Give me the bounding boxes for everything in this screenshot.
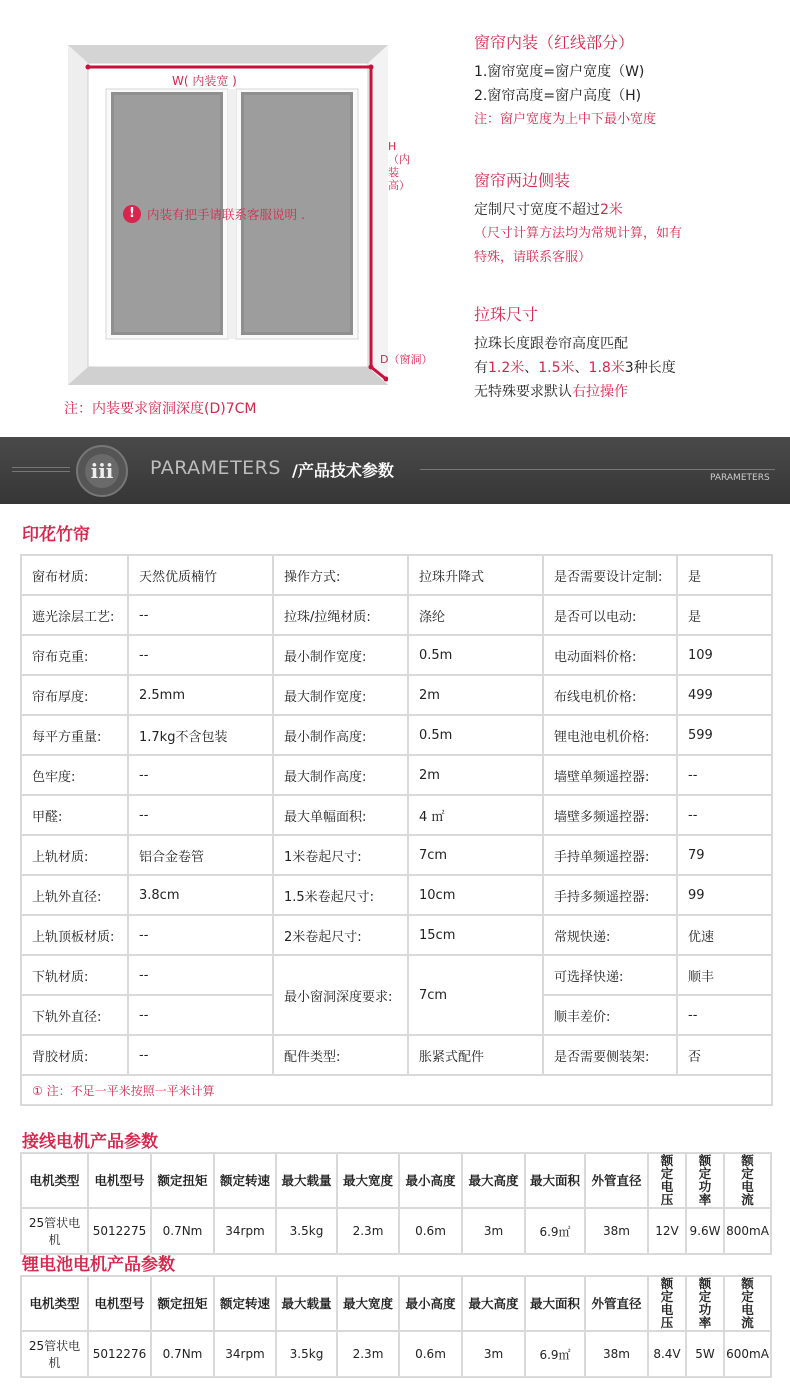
- depth-label: D（窗洞）: [380, 353, 433, 366]
- param-row: [21, 875, 772, 915]
- param-label: 每平方重量:: [21, 715, 128, 755]
- param-label: 锂电池电机价格:: [543, 715, 677, 755]
- param-value: 涤纶: [408, 595, 543, 635]
- motor-value-cell: 0.7Nm: [151, 1331, 214, 1377]
- bead-chain-line-1: 拉珠长度跟卷帘高度匹配: [474, 336, 628, 352]
- motor-header-cell: [648, 1276, 686, 1331]
- param-label: 2米卷起尺寸:: [273, 915, 408, 955]
- motor-value-cell: 600mA: [724, 1331, 771, 1377]
- product-title: 印花竹帘: [22, 525, 90, 545]
- param-value: --: [677, 795, 772, 835]
- banner-small-label: PARAMETERS: [710, 473, 770, 483]
- motor-value-cell: 2.3m: [337, 1331, 399, 1377]
- bead-chain-title: 拉珠尺寸: [474, 305, 539, 324]
- banner-rule-right: [420, 469, 775, 470]
- param-value: 天然优质楠竹: [128, 555, 273, 595]
- bead-chain-block: [474, 304, 774, 404]
- param-value: 拉珠升降式: [408, 555, 543, 595]
- motor-header-cell: 外管直径: [585, 1276, 648, 1331]
- param-value: 599: [677, 715, 772, 755]
- param-note-row: [21, 1075, 772, 1105]
- side-mount-block: [474, 170, 774, 270]
- param-label: 墙壁单频遥控器:: [543, 755, 677, 795]
- banner-rule-left-2: [12, 471, 70, 472]
- param-label: 布线电机价格:: [543, 675, 677, 715]
- param-row: [21, 715, 772, 755]
- param-label: 最小窗洞深度要求:: [273, 955, 408, 1035]
- inside-mount-block: [474, 32, 774, 132]
- motor-value-cell: 0.6m: [399, 1208, 462, 1254]
- motor-header-cell: 电机类型: [21, 1276, 88, 1331]
- motor-header-cell: 额定扭矩: [151, 1153, 214, 1208]
- motor-header-cell: 最小高度: [399, 1276, 462, 1331]
- motor-value-cell: 34rpm: [214, 1331, 276, 1377]
- param-value: --: [128, 595, 273, 635]
- param-value: --: [677, 755, 772, 795]
- product-param-table: [20, 554, 773, 1106]
- motor-header-cell: 电机型号: [88, 1153, 151, 1208]
- inside-mount-note: 注：窗户宽度为上中下最小宽度: [474, 112, 657, 127]
- param-label: 1米卷起尺寸:: [273, 835, 408, 875]
- motor-header-text: 额定电压: [660, 1153, 674, 1207]
- param-label: 1.5米卷起尺寸:: [273, 875, 408, 915]
- motor-header-cell: 最大载量: [276, 1153, 337, 1208]
- motor-value-cell: 5012276: [88, 1331, 151, 1377]
- param-label: 最小制作宽度:: [273, 635, 408, 675]
- param-value: 铝合金卷管: [128, 835, 273, 875]
- side-mount-note-2: 特殊，请联系客服）: [474, 250, 592, 265]
- motor-value-row: [21, 1331, 771, 1377]
- param-label: 甲醛:: [21, 795, 128, 835]
- banner-rule-left: [12, 467, 70, 468]
- param-label: 电动面料价格:: [543, 635, 677, 675]
- param-label: 上轨材质:: [21, 835, 128, 875]
- param-row: [21, 795, 772, 835]
- param-value: 0.5m: [408, 715, 543, 755]
- param-label: 是否需要设计定制:: [543, 555, 677, 595]
- param-value: 3.8cm: [128, 875, 273, 915]
- parameters-icon: iii: [85, 454, 119, 488]
- motor-value-cell: 6.9㎡: [525, 1208, 585, 1254]
- param-label: 色牢度:: [21, 755, 128, 795]
- motor-value-cell: 5012275: [88, 1208, 151, 1254]
- banner-title-en: PARAMETERS: [150, 457, 281, 479]
- param-value: 109: [677, 635, 772, 675]
- param-value: 499: [677, 675, 772, 715]
- motor-value-cell: 3.5kg: [276, 1208, 337, 1254]
- param-value: 胀紧式配件: [408, 1035, 543, 1075]
- param-label: 遮光涂层工艺:: [21, 595, 128, 635]
- motor-value-cell: 800mA: [724, 1208, 771, 1254]
- param-value: 否: [677, 1035, 772, 1075]
- param-label: 墙壁多频遥控器:: [543, 795, 677, 835]
- param-label: 常规快递:: [543, 915, 677, 955]
- param-row: [21, 595, 772, 635]
- motor-header-cell: 额定扭矩: [151, 1276, 214, 1331]
- param-label: 配件类型:: [273, 1035, 408, 1075]
- param-value: 4 ㎡: [408, 795, 543, 835]
- param-row: [21, 755, 772, 795]
- param-value: --: [128, 915, 273, 955]
- depth-requirement-note: 注：内装要求窗洞深度(D)7CM: [64, 401, 257, 417]
- motor-value-cell: 9.6W: [686, 1208, 724, 1254]
- param-value: 15cm: [408, 915, 543, 955]
- param-value: 79: [677, 835, 772, 875]
- install-guide-section: [0, 0, 790, 437]
- param-label: 窗布材质:: [21, 555, 128, 595]
- motor-value-cell: 12V: [648, 1208, 686, 1254]
- side-mount-width: 定制尺寸宽度不超过2米: [474, 202, 623, 218]
- handle-warning: [123, 204, 305, 224]
- param-value: 10cm: [408, 875, 543, 915]
- motor-header-cell: 最大面积: [525, 1153, 585, 1208]
- param-value: --: [128, 955, 273, 995]
- motor-header-cell: [686, 1276, 724, 1331]
- motor-header-cell: 最大面积: [525, 1276, 585, 1331]
- param-row: [21, 555, 772, 595]
- param-label: 手持单频遥控器:: [543, 835, 677, 875]
- param-value: 7cm: [408, 835, 543, 875]
- motor-header-cell: 最大宽度: [337, 1153, 399, 1208]
- side-mount-note-1: （尺寸计算方法均为常规计算，如有: [474, 226, 683, 241]
- motor-header-cell: [724, 1276, 771, 1331]
- side-mount-title: 窗帘两边侧装: [474, 171, 571, 190]
- inside-mount-title: 窗帘内装（红线部分）: [474, 33, 635, 52]
- param-value: 2m: [408, 755, 543, 795]
- motor-header-text: 额定功率: [698, 1153, 712, 1207]
- motor-header-row: [21, 1276, 771, 1331]
- param-label: 上轨顶板材质:: [21, 915, 128, 955]
- inside-mount-width: 1.窗帘宽度=窗户宽度（W): [474, 64, 645, 80]
- wired-motor-table: [20, 1152, 772, 1255]
- motor-value-cell: 8.4V: [648, 1331, 686, 1377]
- param-label: 最大制作高度:: [273, 755, 408, 795]
- param-label: 是否可以电动:: [543, 595, 677, 635]
- param-value: --: [128, 795, 273, 835]
- motor-header-text: 额定电压: [660, 1276, 674, 1330]
- motor-header-cell: 最大高度: [462, 1276, 525, 1331]
- motor-value-cell: 6.9㎡: [525, 1331, 585, 1377]
- motor-value-cell: 0.6m: [399, 1331, 462, 1377]
- param-value: 优速: [677, 915, 772, 955]
- motor-value-cell: 38m: [585, 1208, 648, 1254]
- motor-header-cell: 最大高度: [462, 1153, 525, 1208]
- param-value: 0.5m: [408, 635, 543, 675]
- param-value: --: [128, 755, 273, 795]
- battery-motor-title: 锂电池电机产品参数: [22, 1255, 175, 1275]
- motor-header-cell: 电机型号: [88, 1276, 151, 1331]
- param-value: --: [677, 995, 772, 1035]
- inside-mount-height: 2.窗帘高度=窗户高度（H): [474, 88, 642, 104]
- bead-chain-line-3: 无特殊要求默认右拉操作: [474, 384, 628, 400]
- motor-header-text: 额定电流: [741, 1153, 754, 1207]
- param-label: 顺丰差价:: [543, 995, 677, 1035]
- param-label: 最大单幅面积:: [273, 795, 408, 835]
- param-label: 上轨外直径:: [21, 875, 128, 915]
- motor-header-cell: [648, 1153, 686, 1208]
- banner-title-cn: /产品技术参数: [292, 461, 394, 480]
- param-label: 帘布克重:: [21, 635, 128, 675]
- battery-motor-table: [20, 1275, 772, 1378]
- motor-header-row: [21, 1153, 771, 1208]
- param-label: 是否需要侧装架:: [543, 1035, 677, 1075]
- motor-value-cell: 38m: [585, 1331, 648, 1377]
- motor-header-cell: 外管直径: [585, 1153, 648, 1208]
- width-label: W( 内装宽 ): [172, 74, 237, 88]
- height-label: H（内装高）: [388, 140, 410, 192]
- param-value: 99: [677, 875, 772, 915]
- motor-header-cell: [686, 1153, 724, 1208]
- param-label: 最小制作高度:: [273, 715, 408, 755]
- parameters-banner: [0, 437, 790, 504]
- motor-value-cell: 3m: [462, 1208, 525, 1254]
- warning-icon: !: [123, 205, 141, 223]
- motor-header-cell: 最大宽度: [337, 1276, 399, 1331]
- param-row: [21, 635, 772, 675]
- param-row: [21, 1035, 772, 1075]
- motor-header-cell: 最大载量: [276, 1276, 337, 1331]
- param-label: 最大制作宽度:: [273, 675, 408, 715]
- param-row: [21, 835, 772, 875]
- param-row: [21, 675, 772, 715]
- motor-value-cell: 5W: [686, 1331, 724, 1377]
- motor-header-cell: [724, 1153, 771, 1208]
- param-value: 2.5mm: [128, 675, 273, 715]
- motor-value-cell: 25管状电机: [21, 1331, 88, 1377]
- handle-warning-text: 内装有把手请联系客服说明 .: [147, 207, 305, 222]
- motor-value-cell: 34rpm: [214, 1208, 276, 1254]
- param-label: 手持多频遥控器:: [543, 875, 677, 915]
- motor-value-cell: 3.5kg: [276, 1331, 337, 1377]
- param-row: [21, 915, 772, 955]
- param-value: 2m: [408, 675, 543, 715]
- param-value: --: [128, 995, 273, 1035]
- param-note: ① 注：不足一平米按照一平米计算: [21, 1075, 772, 1105]
- motor-header-text: 额定电流: [741, 1276, 754, 1330]
- param-value: 1.7kg不含包装: [128, 715, 273, 755]
- motor-header-cell: 额定转速: [214, 1153, 276, 1208]
- motor-header-cell: 额定转速: [214, 1276, 276, 1331]
- motor-header-cell: 最小高度: [399, 1153, 462, 1208]
- param-value: --: [128, 635, 273, 675]
- motor-header-cell: 电机类型: [21, 1153, 88, 1208]
- param-label: 下轨材质:: [21, 955, 128, 995]
- motor-value-cell: 25管状电机: [21, 1208, 88, 1254]
- param-row: [21, 955, 772, 995]
- param-value: 7cm: [408, 955, 543, 1035]
- motor-value-cell: 0.7Nm: [151, 1208, 214, 1254]
- param-value: 顺丰: [677, 955, 772, 995]
- param-label: 背胶材质:: [21, 1035, 128, 1075]
- param-value: --: [128, 1035, 273, 1075]
- param-label: 下轨外直径:: [21, 995, 128, 1035]
- motor-value-row: [21, 1208, 771, 1254]
- motor-value-cell: 3m: [462, 1331, 525, 1377]
- param-label: 操作方式:: [273, 555, 408, 595]
- motor-header-text: 额定功率: [698, 1276, 712, 1330]
- wired-motor-title: 接线电机产品参数: [22, 1132, 158, 1152]
- motor-value-cell: 2.3m: [337, 1208, 399, 1254]
- param-label: 拉珠/拉绳材质:: [273, 595, 408, 635]
- param-label: 可选择快递:: [543, 955, 677, 995]
- param-value: 是: [677, 595, 772, 635]
- param-label: 帘布厚度:: [21, 675, 128, 715]
- param-value: 是: [677, 555, 772, 595]
- bead-chain-line-2: 有1.2米、1.5米、1.8米3种长度: [474, 360, 676, 376]
- banner-badge: [76, 445, 128, 497]
